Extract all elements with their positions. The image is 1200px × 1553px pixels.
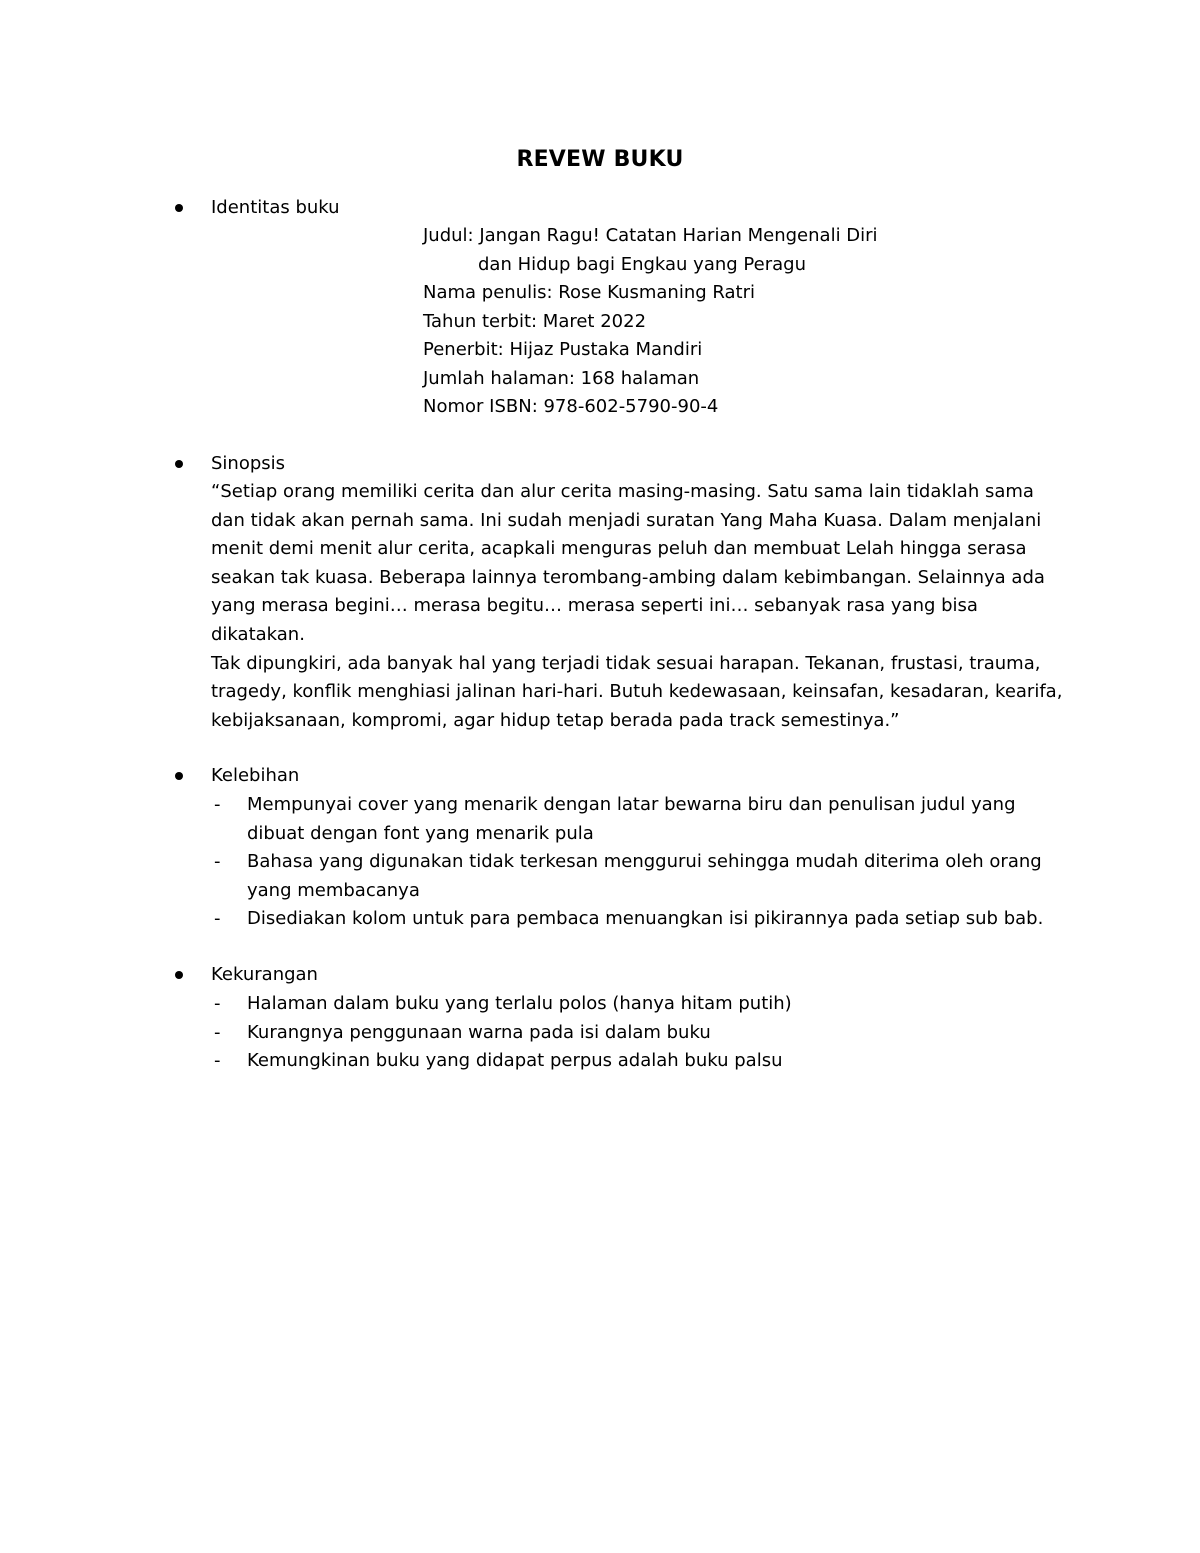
kekurangan-item-text: Kurangnya penggunaan warna pada isi dalam buku <box>247 1021 711 1043</box>
kelebihan-item-text: Mempunyai cover yang menarik dengan latar bewarna biru dan penulisan judul yang dibuat dengan font yang menarik pula <box>247 794 1016 844</box>
dash-marker: - <box>214 851 221 873</box>
kelebihan-bullet-row <box>172 761 1072 791</box>
kelebihan-section <box>172 761 1072 791</box>
penulis-line: Nama penulis: Rose Kusmaning Ratri <box>423 282 755 303</box>
dash-marker: - <box>214 993 221 1014</box>
dash-marker: - <box>214 794 221 815</box>
list-item <box>211 791 1071 848</box>
sinopsis-paragraph-1: “Setiap orang memiliki cerita dan alur cerita masing-masing. Satu sama lain tidaklah sama dan tidak akan pernah sama. Ini sudah menjadi suratan Yang Maha Kuasa. Dalam menjalani menit demi menit alur cerita, acapkali menguras peluh dan membuat Lelah hingga serasa seakan tak kuasa. Beberapa lainnya terombang-ambing dalam kebimbangan. Selainnya ada yang merasa begini… merasa begitu… merasa seperti ini… sebanyak rasa yang bisa dikatakan. <box>211 481 1045 645</box>
kekurangan-list <box>211 990 1071 1076</box>
judul-line-2: dan Hidup bagi Engkau yang Peragu <box>478 253 806 275</box>
identitas-heading: Identitas buku <box>211 197 340 218</box>
list-item <box>211 905 1071 934</box>
sinopsis-paragraph-2: Tak dipungkiri, ada banyak hal yang terjadi tidak sesuai harapan. Tekanan, frustasi, trauma, tragedy, konflik menghiasi jalinan hari-hari. Butuh kedewasaan, keinsafan, kesadaran, kearifa, kebijaksanaan, kompromi, agar hidup tetap berada pada track semestinya.” <box>211 652 1063 731</box>
identitas-section <box>172 193 1072 223</box>
penerbit-line: Penerbit: Hijaz Pustaka Mandiri <box>423 339 703 360</box>
kelebihan-item-text: Bahasa yang digunakan tidak terkesan menggurui sehingga mudah diterima oleh orang yang membacanya <box>247 851 1042 901</box>
list-item <box>211 1019 1071 1048</box>
book-identity-block <box>423 222 923 422</box>
kelebihan-heading: Kelebihan <box>211 765 300 786</box>
list-item <box>211 990 1071 1019</box>
kekurangan-item-text: Halaman dalam buku yang terlalu polos (hanya hitam putih) <box>247 993 792 1014</box>
isbn-line: Nomor ISBN: 978-602-5790-90-4 <box>423 396 719 417</box>
tahun-line: Tahun terbit: Maret 2022 <box>423 310 647 332</box>
dash-marker: - <box>214 1050 221 1072</box>
list-item <box>211 1047 1071 1076</box>
bullet-icon <box>175 772 183 780</box>
sinopsis-text <box>211 478 1071 735</box>
sinopsis-section <box>172 449 1072 479</box>
kekurangan-item-text: Kemungkinan buku yang didapat perpus adalah buku palsu <box>247 1050 783 1072</box>
kelebihan-list <box>211 791 1071 934</box>
halaman-line: Jumlah halaman: 168 halaman <box>423 367 700 389</box>
kekurangan-section <box>172 960 1072 990</box>
judul-line-1: Judul: Jangan Ragu! Catatan Harian Mengenali Diri <box>423 225 878 246</box>
kekurangan-heading: Kekurangan <box>211 964 318 985</box>
identitas-bullet-row <box>172 193 1072 223</box>
document-title: REVEW BUKU <box>516 147 684 172</box>
list-item <box>211 848 1071 905</box>
bullet-icon <box>175 971 183 979</box>
dash-marker: - <box>214 908 221 930</box>
dash-marker: - <box>214 1021 221 1043</box>
sinopsis-heading: Sinopsis <box>211 453 286 474</box>
kekurangan-bullet-row <box>172 960 1072 990</box>
kelebihan-item-text: Disediakan kolom untuk para pembaca menuangkan isi pikirannya pada setiap sub bab. <box>247 908 1044 930</box>
sinopsis-bullet-row <box>172 449 1072 479</box>
bullet-icon <box>175 460 183 468</box>
bullet-icon <box>175 204 183 212</box>
